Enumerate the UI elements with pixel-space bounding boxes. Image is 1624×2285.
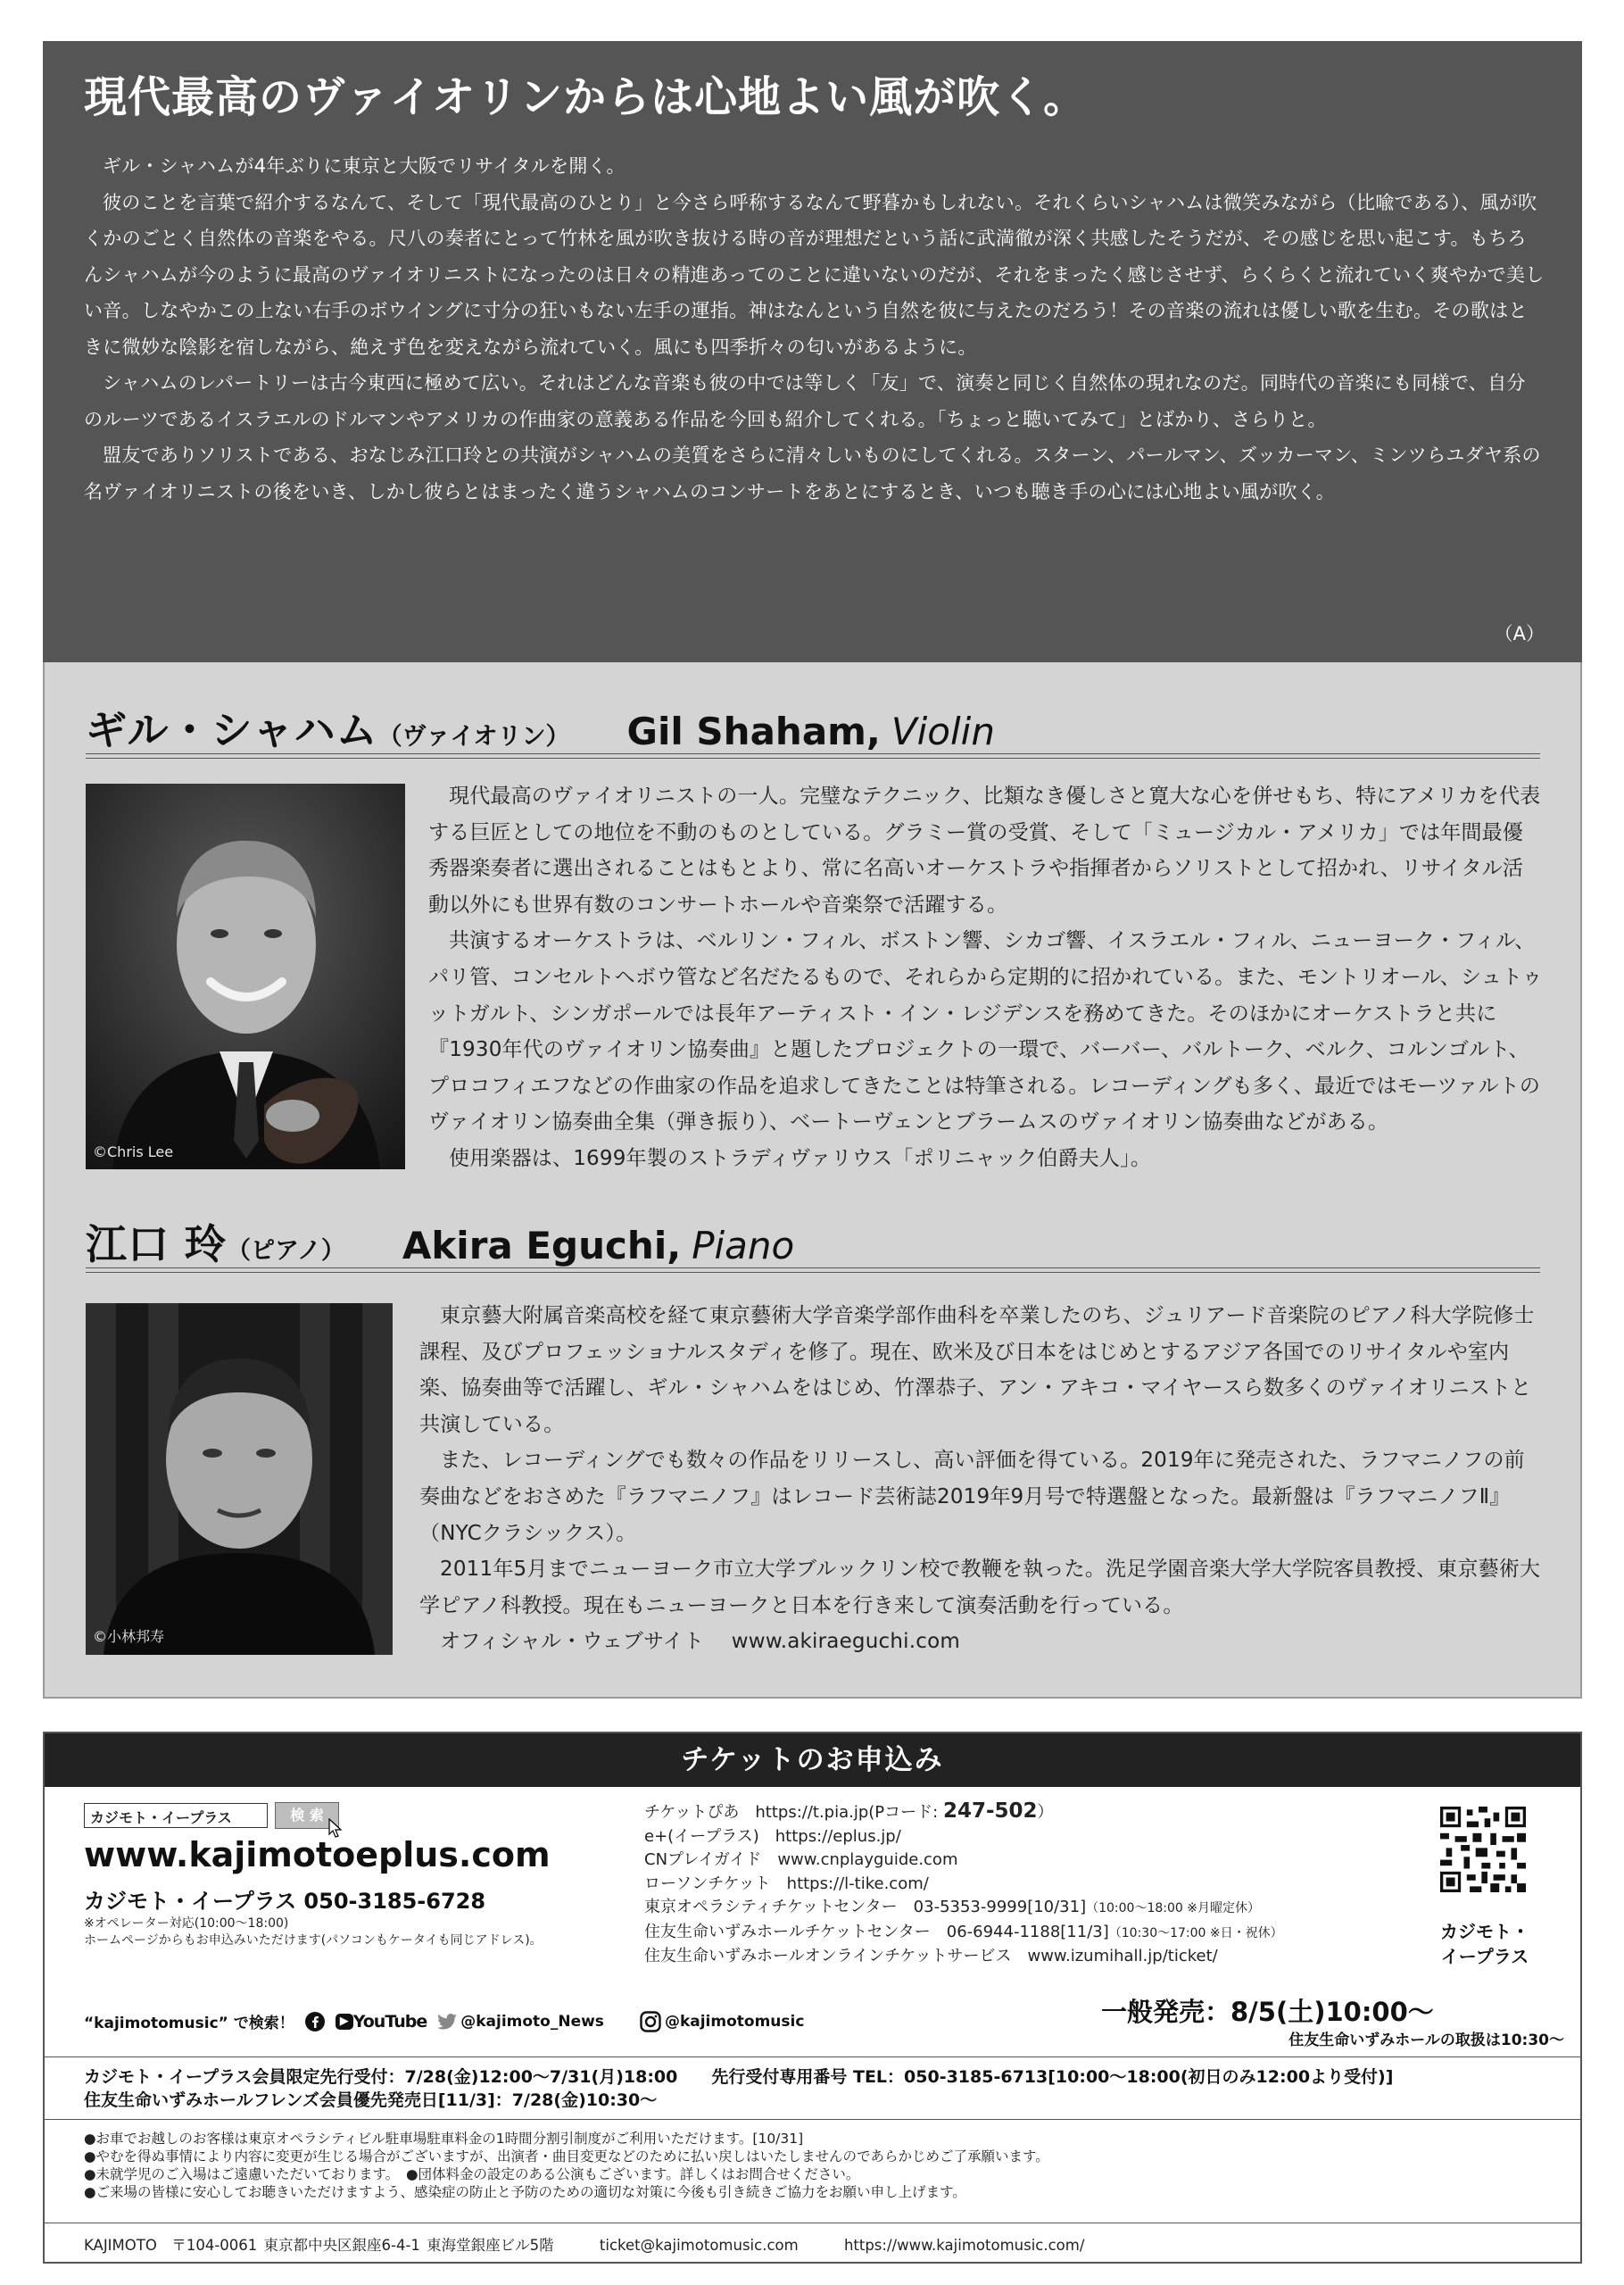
bio-paragraph: 東京藝大附属音楽高校を経て東京藝術大学音楽学部作曲科を卒業したのち、ジュリアード音楽院のピアノ科大学院修士課程、及びプロフェッショナルスタディを修了。現在、欧米及び日本をはじめとするアジア各国でのリサイタルや室内楽、協奏曲等で活躍し、ギル・シャハムをはじめ、竹澤恭子、アン・アキコ・マイヤースら数多くのヴァイオリニストと共演している。 (419, 1304, 1535, 1436)
eguchi-heading (86, 1212, 794, 1271)
qr-label-line: イープラス (1440, 1946, 1529, 1967)
web-note: ホームページからもお申込みいただけます(パソコンもケータイも同じアドレス)。 (84, 1933, 543, 1948)
bio-paragraph: また、レコーディングでも数々の作品をリリースし、高い評価を得ている。2019年に発売された、ラフマニノフの前奏曲などをおさめた『ラフマニノフ』はレコード芸術誌2019年9月号で特選盤となった。最新盤は『ラフマニノフⅡ』（NYCクラシックス）。 (419, 1449, 1525, 1545)
ticket-outlet[interactable] (644, 1945, 1283, 1969)
outlet-text: 東京オペラシティチケットセンター 03-5353-9999[10/31] (644, 1898, 1087, 1916)
eguchi-photo (86, 1303, 393, 1655)
eguchi-name-en: Akira Eguchi, (402, 1224, 682, 1267)
kajimoto-eplus-url[interactable]: www.kajimotoeplus.com (84, 1835, 551, 1874)
photo-credit: ©小林邦寿 (93, 1628, 165, 1645)
intro-signature: （A） (1494, 623, 1545, 644)
eguchi-role-jp: （ピアノ） (227, 1237, 345, 1265)
intro-paragraph: シャハムのレパートリーは古今東西に極めて広い。それはどんな音楽も彼の中では等しく「友」で、演奏と同じく自然体の現れなのだ。同時代の音楽にも同様で、自分のルーツであるイスラエルのドルマンやアメリカの作曲家の意義ある作品を今回も紹介してくれる。「ちょっと聴いてみて」とばかり、さらりと。 (84, 372, 1526, 430)
presale-info (84, 2065, 1393, 2112)
ticket-outlet[interactable] (644, 1896, 1283, 1921)
outlet-text: CNプレイガイド www.cnplayguide.com (644, 1850, 958, 1869)
intro-heading: 現代最高のヴァイオリンからは心地よい風が吹く。 (84, 72, 1088, 122)
search-input[interactable]: カジモト・イープラス (84, 1803, 268, 1828)
outlet-hours: （10:30〜17:00 ※日・祝休） (1108, 1925, 1283, 1940)
presale-line: カジモト・イープラス会員限定先行受付：7/28(金)12:00〜7/31(月)18:00 先行受付専用番号 TEL：050-3185-6713[10:00〜18:00(初日のみ12:00より受付)] (84, 2067, 1394, 2087)
intro-body (84, 148, 1545, 510)
ticket-outlets (644, 1799, 1283, 1969)
twitter-bird-icon[interactable] (437, 2014, 457, 2030)
ticket-outlet[interactable] (644, 1921, 1283, 1946)
facebook-icon[interactable] (305, 2012, 325, 2032)
photo-credit: ©Chris Lee (93, 1143, 174, 1160)
shaham-heading (86, 698, 995, 757)
outlet-text: 住友生命いずみホールオンラインチケットサービス www.izumihall.jp/ticket/ (644, 1947, 1218, 1965)
outlet-hours: （10:00〜18:00 ※月曜定休） (1086, 1901, 1260, 1915)
instagram-icon[interactable] (640, 2011, 661, 2032)
note-item: ●ご来場の皆様に安心してお聴きいただけますよう、感染症の防止と予防のための適切な対策に今後も引き続きご協力をお願い申し上げます。 (84, 2184, 966, 2200)
social-links (84, 2010, 804, 2032)
ticket-outlet[interactable] (644, 1849, 1283, 1873)
eguchi-name-jp: 江口 玲 (86, 1220, 228, 1268)
note-item: ●お車でお越しのお客様は東京オペラシティビル駐車場駐車料金の1時間分割引制度がご利用いただけます。[10/31] (84, 2131, 804, 2147)
ticket-header: チケットのお申込み (45, 1733, 1580, 1787)
footer (84, 2233, 1123, 2255)
note-item: ●やむを得ぬ事情により内容に変更が生じる場合がございますが、出演者・曲目変更などのために払い戻しはいたしませんのであらかじめご了承願います。 (84, 2148, 1049, 2165)
divider (45, 2056, 1580, 2057)
shaham-role-jp: （ヴァイオリン） (377, 723, 570, 751)
footer-email[interactable]: ticket@kajimotomusic.com (599, 2237, 799, 2254)
bio-paragraph: 使用楽器は、1699年製のストラディヴァリウス「ポリニャック伯爵夫人」。 (449, 1146, 1152, 1170)
twitter-handle[interactable]: @kajimoto_News (460, 2012, 604, 2031)
shaham-bio (428, 778, 1544, 1177)
shaham-name-jp: ギル・シャハム (86, 706, 378, 754)
divider (45, 2119, 1580, 2120)
search-button[interactable]: 検 索 (275, 1802, 339, 1829)
portrait-image (86, 784, 405, 1169)
bio-paragraph: 共演するオーケストラは、ベルリン・フィル、ボストン響、シカゴ響、イスラエル・フィル、ニューヨーク・フィル、パリ管、コンセルトヘボウ管など名だたるもので、それらから定期的に招かれている。また、モントリオール、シュトゥットガルト、シンガポールでは長年アーティスト・イン・レジデンスを務めてきた。そのほかにオーケストラと共に『1930年代のヴァイオリン協奏曲』と題したプロジェクトの一環で、バーバー、バルトーク、ベルク、コルンゴルト、プロコフィエフなどの作曲家の作品を追求してきたことは特筆される。レコーディングも多く、最近ではモーツァルトのヴァイオリン協奏曲全集（弾き振り）、ベートーヴェンとブラームスのヴァイオリン協奏曲などがある。 (428, 929, 1543, 1134)
footer-url[interactable]: https://www.kajimotomusic.com/ (843, 2237, 1085, 2254)
eguchi-role-en: Piano (692, 1224, 795, 1267)
intro-paragraph: 彼のことを言葉で紹介するなんて、そして「現代最高のひとり」と今さら呼称するなんて野暮かもしれない。それくらいシャハムは微笑みながら（比喩である）、風が吹くかのごとく自然体の音楽をやる。尺八の奏者にとって竹林を風が吹き抜ける時の音が理想だという話に武満徹が深く共感したそうだが、その感じを思い起こす。もちろんシャハムが今のように最高のヴァイオリニストになったのは日々の精進あってのことに違いないのだが、それをまったく感じさせず、らくらくと流れていく爽やかで美しい音。しなやかこの上ない右手のボウイングに寸分の狂いもない左手の運指。神はなんという自然を彼に与えたのだろう！その音楽の流れは優しい歌を生む。その歌はときに微妙な陰影を宿しながら、絶えず色を変えながら流れていく。風にも四季折々の匂いがあるように。 (84, 191, 1545, 358)
presale-line: 住友生命いずみホールフレンズ会員優先発売日[11/3]：7/28(金)10:30〜 (84, 2090, 658, 2110)
shaham-photo (86, 784, 405, 1169)
youtube-logo-text[interactable]: YouTube (352, 2011, 427, 2032)
section-rule (86, 753, 1540, 759)
section-rule (86, 1267, 1540, 1273)
outlet-text: e+(イープラス) https://eplus.jp/ (644, 1826, 901, 1846)
p-code: 247-502 (942, 1799, 1038, 1823)
kajimoto-phone: カジモト・イープラス 050-3185-6728 (84, 1889, 486, 1914)
outlet-text: チケットぴあ https://t.pia.jp(Pコード: (644, 1803, 939, 1822)
qr-code-icon[interactable] (1440, 1807, 1526, 1892)
ticket-outlet[interactable] (644, 1799, 1283, 1825)
intro-paragraph: 盟友でありソリストである、おなじみ江口玲との共演がシャハムの美質をさらに清々しいものにしてくれる。スターン、パールマン、ズッカーマン、ミンツらユダヤ系の名ヴァイオリニストの後をいき、しかし彼らとはまったく違うシャハムのコンサートをあとにするとき、いつも聴き手の心には心地よい風が吹く。 (84, 445, 1541, 503)
instagram-handle[interactable]: @kajimotomusic (664, 2012, 805, 2031)
outlet-text: 住友生命いずみホールチケットセンター 06-6944-1188[11/3] (644, 1922, 1109, 1941)
notes-list (84, 2130, 1049, 2201)
shaham-name-en: Gil Shaham, (626, 710, 881, 753)
bio-paragraph: 現代最高のヴァイオリニストの一人。完璧なテクニック、比類なき優しさと寛大な心を併せもち、特にアメリカを代表する巨匠としての地位を不動のものとしている。グラミー賞の受賞、そして「ミュージカル・アメリカ」では年間最優秀器楽奏者に選出されることはもとより、常に名高いオーケストラや指揮者からソリストとして招かれ、リサイタル活動以外にも世界有数のコンサートホールや音楽祭で活躍する。 (428, 785, 1541, 917)
bio-paragraph: 2011年5月までニューヨーク市立大学ブルックリン校で教鞭を執った。洗足学園音楽大学大学院客員教授、東京藝術大学ピアノ科教授。現在もニューヨークと日本を行き来して演奏活動を行っている。 (419, 1558, 1541, 1617)
intro-panel (43, 41, 1582, 662)
ticket-outlet[interactable] (644, 1873, 1283, 1897)
note-item: ●未就学児のご入場はご遠慮いただいております。 ●団体料金の設定のある公演もございます。詳しくはお問合せください。 (84, 2166, 860, 2182)
portrait-image (86, 1303, 393, 1655)
ticket-outlet[interactable] (644, 1825, 1283, 1849)
qr-label-line: カジモト・ (1440, 1921, 1529, 1942)
qr-label (1431, 1919, 1538, 1969)
artists-panel (43, 662, 1582, 1699)
social-search-text: “kajimotomusic” で検索！ (84, 2015, 294, 2032)
izumi-sale-note: 住友生命いずみホールの取扱は10:30〜 (1288, 2032, 1564, 2049)
operator-note (84, 1915, 543, 1949)
outlet-tail: ） (1037, 1803, 1054, 1822)
footer-company-address: KAJIMOTO 〒104-0061 東京都中央区銀座6-4-1 東海堂銀座ビル5階 (84, 2237, 554, 2254)
general-sale-date: 一般発売：8/5(土)10:00〜 (1101, 1997, 1434, 2027)
operator-hours: ※オペレーター対応(10:00〜18:00) (84, 1916, 289, 1931)
shaham-role-en: Violin (891, 710, 995, 753)
official-website-line[interactable]: オフィシャル・ウェブサイト www.akiraeguchi.com (440, 1630, 960, 1654)
outlet-text: ローソンチケット https://l-tike.com/ (644, 1874, 929, 1893)
ticket-panel (43, 1732, 1582, 2264)
youtube-play-icon[interactable]: ▶ (336, 2014, 353, 2030)
intro-paragraph: ギル・シャハムが4年ぶりに東京と大阪でリサイタルを開く。 (103, 155, 626, 177)
eguchi-bio (419, 1298, 1544, 1660)
